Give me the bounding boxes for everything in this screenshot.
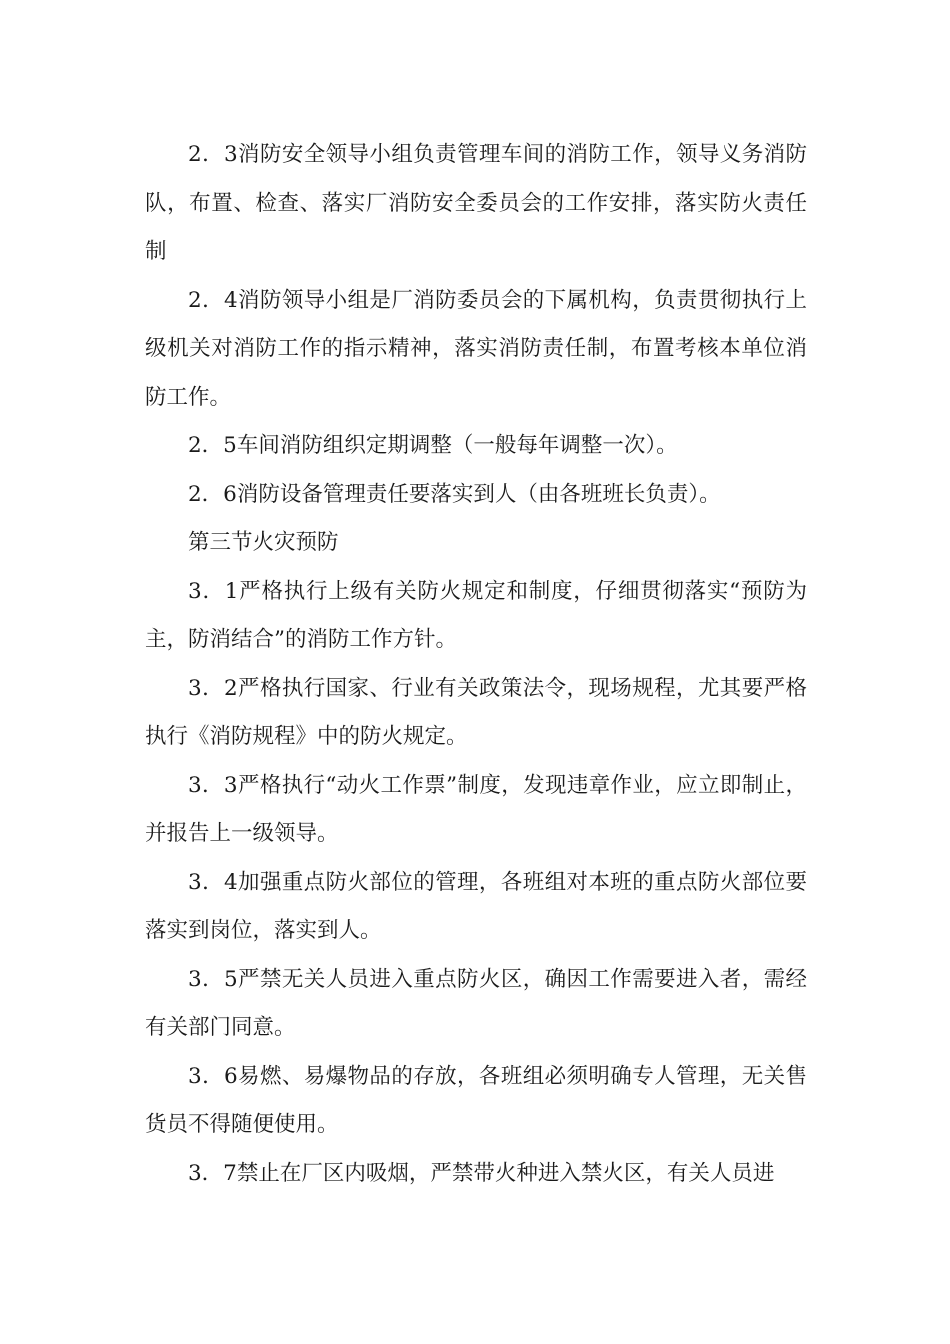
paragraph-3-4: 3．4加强重点防火部位的管理，各班组对本班的重点防火部位要落实到岗位，落实到人。 [145,869,807,943]
paragraph-3-5: 3．5严禁无关人员进入重点防火区，确因工作需要进入者，需经有关部门同意。 [145,966,807,1040]
paragraph-3-1: 3．1严格执行上级有关防火规定和制度，仔细贯彻落实“预防为主，防消结合”的消防工作方针。 [145,578,807,652]
paragraph-3-6: 3．6易燃、易爆物品的存放，各班组必须明确专人管理，无关售货员不得随便使用。 [145,1063,807,1137]
paragraph-2-3: 2．3消防安全领导小组负责管理车间的消防工作，领导义务消防队，布置、检查、落实厂消防安全委员会的工作安排，落实防火责任制 [145,142,807,264]
paragraph-2-6: 2．6消防设备管理责任要落实到人（由各班班长负责）。 [188,481,721,507]
paragraph-2-4: 2．4消防领导小组是厂消防委员会的下属机构，负责贯彻执行上级机关对消防工作的指示精神，落实消防责任制，布置考核本单位消防工作。 [145,287,807,410]
document-body [145,131,807,1198]
paragraph-3-7: 3．7禁止在厂区内吸烟，严禁带火种进入禁火区，有关人员进 [188,1160,775,1186]
paragraph-3-3: 3．3严格执行“动火工作票”制度，发现违章作业，应立即制止，并报告上一级领导。 [145,772,807,846]
paragraph-3-2: 3．2严格执行国家、行业有关政策法令，现场规程，尤其要严格执行《消防规程》中的防火规定。 [145,675,807,749]
section-heading-fire-prevention: 第三节火灾预防 [188,530,339,555]
paragraph-2-5: 2．5车间消防组织定期调整（一般每年调整一次）。 [188,433,678,458]
